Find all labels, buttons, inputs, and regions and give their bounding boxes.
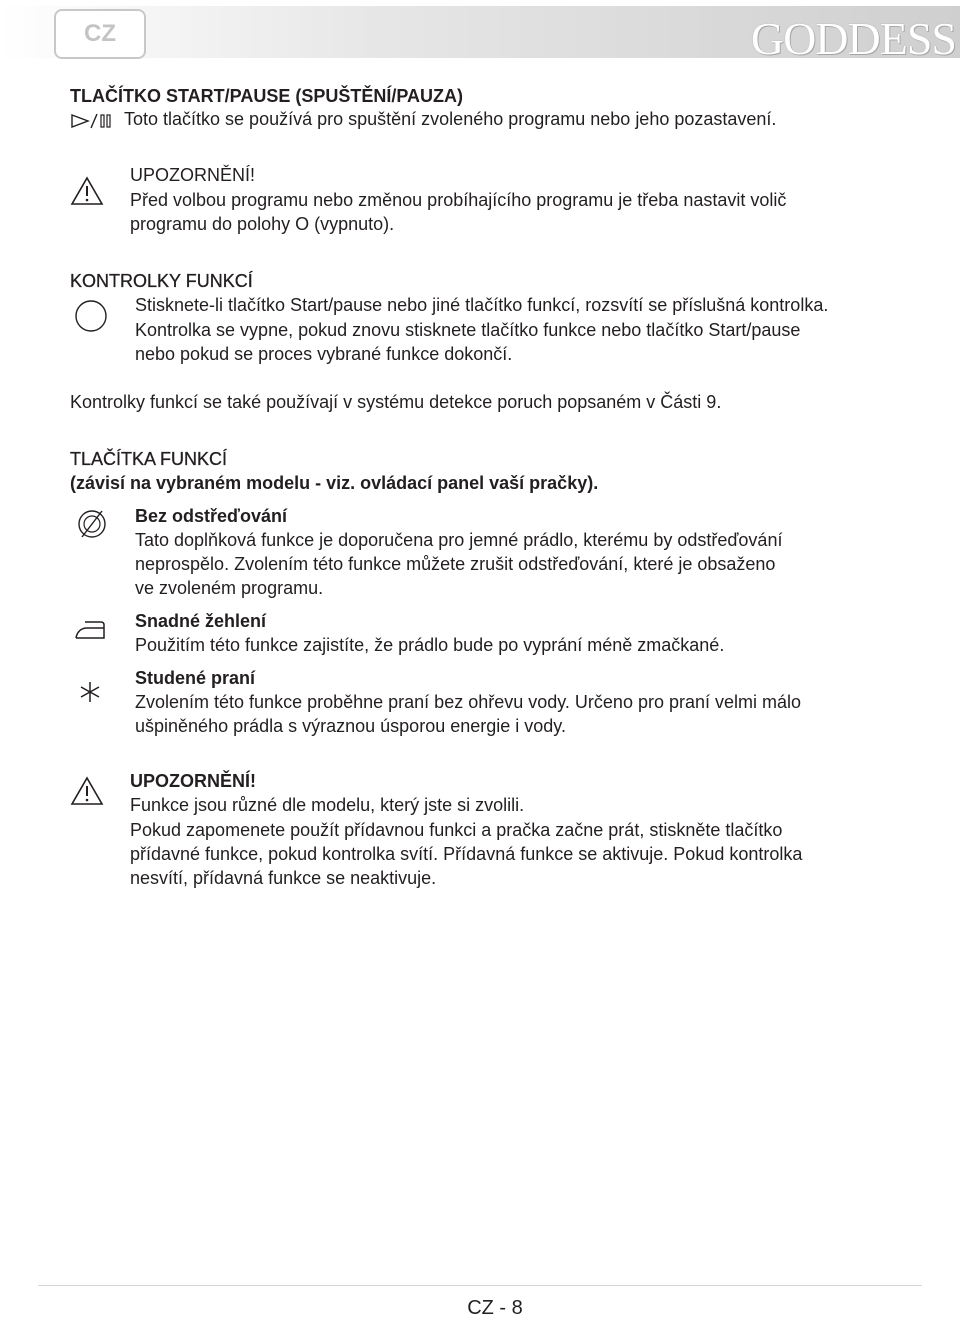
iron-icon — [73, 617, 107, 643]
indicators-line: Stisknete-li tlačítko Start/pause nebo jiné tlačítko funkcí, rozsvítí se příslušná kontrolka. — [135, 295, 829, 315]
functions-subtitle: (závisí na vybraném modelu - viz. ovládací panel vaší pračky). — [70, 473, 599, 493]
indicators-line: Kontrolka se vypne, pokud znovu stisknete tlačítko funkce nebo tlačítko Start/pause — [135, 320, 801, 340]
footer-divider — [38, 1285, 922, 1286]
brand-logo: GODDESS — [750, 12, 956, 64]
warning-title: UPOZORNĚNÍ! — [130, 771, 256, 791]
cold-wash-icon — [78, 680, 102, 704]
function-desc-line: Tato doplňková funkce je doporučena pro jemné prádlo, kterému by odstřeďování — [135, 530, 783, 550]
warning-line: nesvítí, přídavná funkce se neaktivuje. — [130, 868, 437, 888]
warning-line: programu do polohy O (vypnuto). — [130, 214, 395, 234]
function-name: Bez odstřeďování — [135, 506, 287, 526]
function-desc-line: Zvolením této funkce proběhne praní bez ohřevu vody. Určeno pro praní velmi málo — [135, 692, 802, 712]
warning-line: Funkce jsou různé dle modelu, který jste si zvolili. — [130, 795, 525, 815]
start-pause-text: Toto tlačítko se používá pro spuštění zvoleného programu nebo jeho pozastavení. — [124, 109, 777, 129]
warning-icon — [70, 776, 104, 806]
warning-title: UPOZORNĚNÍ! — [130, 165, 256, 185]
warning-line: přídavné funkce, pokud kontrolka svítí. Přídavná funkce se aktivuje. Pokud kontrolka — [130, 844, 803, 864]
no-spin-icon — [76, 508, 108, 540]
function-desc-line: Použitím této funkce zajistíte, že prádlo bude po vyprání méně zmačkané. — [135, 635, 725, 655]
indicator-light-icon — [73, 298, 109, 334]
warning-line: Pokud zapomenete použít přídavnou funkci a pračka začne prát, stiskněte tlačítko — [130, 820, 783, 840]
start-pause-heading: TLAČÍTKO START/PAUSE (SPUŠTĚNÍ/PAUZA) — [70, 86, 463, 106]
function-name: Studené praní — [135, 668, 256, 688]
page-number: CZ - 8 — [467, 1297, 523, 1319]
function-desc-line: ušpiněného prádla s výraznou úsporou energie i vody. — [135, 716, 566, 736]
indicators-note: Kontrolky funkcí se také používají v systému detekce poruch popsaném v Části 9. — [70, 392, 722, 412]
warning-line: Před volbou programu nebo změnou probíhajícího programu je třeba nastavit volič — [130, 190, 787, 210]
function-desc-line: neprospělo. Zvolením této funkce můžete zrušit odstřeďování, které je obsaženo — [135, 554, 776, 574]
play-pause-icon — [70, 112, 116, 130]
functions-heading: TLAČÍTKA FUNKCÍ — [70, 449, 228, 469]
indicators-line: nebo pokud se proces vybrané funkce dokončí. — [135, 344, 513, 364]
header-bar — [0, 6, 960, 64]
function-name: Snadné žehlení — [135, 611, 267, 631]
indicators-heading: KONTROLKY FUNKCÍ — [70, 271, 253, 291]
function-desc-line: ve zvoleném programu. — [135, 578, 324, 598]
language-tab: CZ — [54, 9, 146, 59]
warning-icon — [70, 176, 104, 206]
